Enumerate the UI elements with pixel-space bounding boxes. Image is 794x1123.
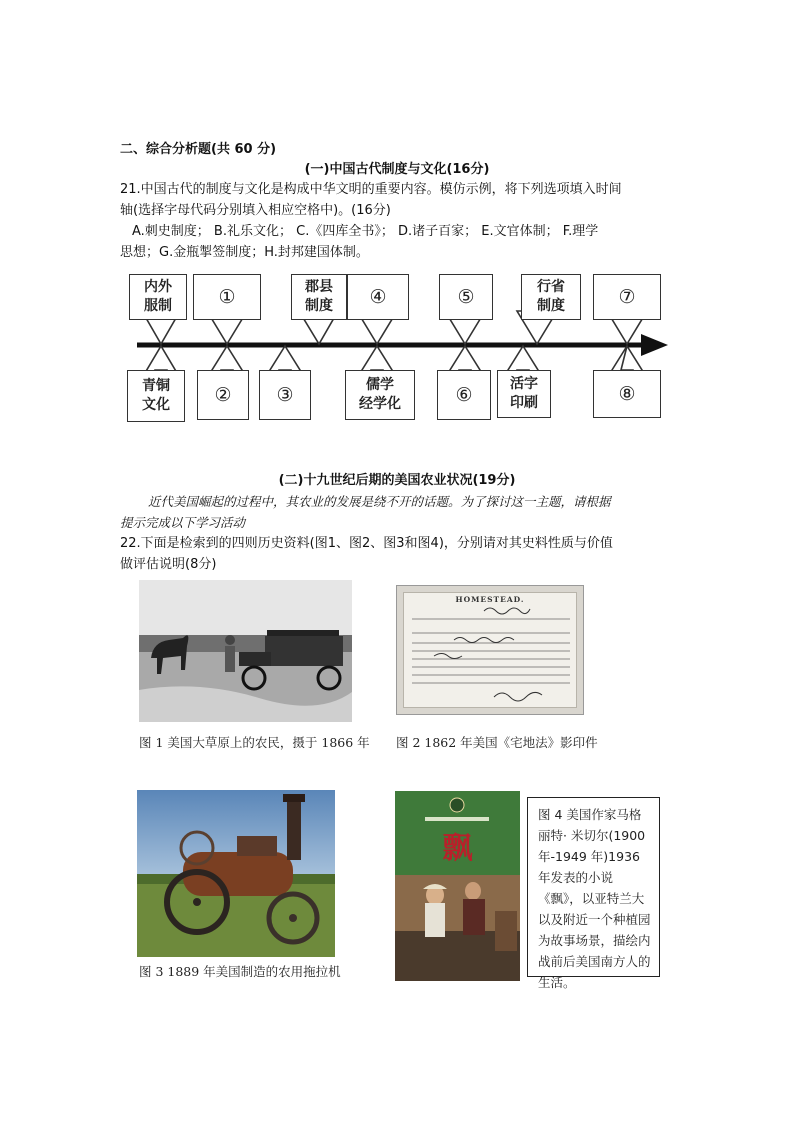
timeline-bottom-label-7: ⑧ <box>618 382 636 405</box>
timeline-bottom-label-3: ③ <box>276 383 294 406</box>
section-title: 二、综合分析题(共 60 分) <box>120 142 277 157</box>
timeline-bottom-box-7 <box>593 370 661 418</box>
figure4-book-cover <box>395 791 520 981</box>
timeline-top-box-3 <box>291 274 347 320</box>
timeline-top-label-5: ⑤ <box>457 285 475 308</box>
timeline-bottom-box-3 <box>259 370 311 420</box>
document-header: HOMESTEAD. <box>455 595 525 604</box>
intro-line1: 近代美国崛起的过程中，其农业的发展是绕不开的话题。为了探讨这一主题，请根据 <box>148 494 611 509</box>
document-handwriting <box>404 593 578 709</box>
timeline-bottom-label-2: ② <box>214 383 232 406</box>
book-title: 飘 <box>442 831 473 866</box>
timeline-bottom-box-2 <box>197 370 249 420</box>
figure2-homestead-document <box>396 585 584 715</box>
q22-text-line1: 22.下面是检索到的四则历史资料(图1、图2、图3和图4)，分别请对其史料性质与价值 <box>120 536 613 551</box>
part1-title: (一)中国古代制度与文化(16分) <box>304 162 490 177</box>
part2-title: (二)十九世纪后期的美国农业状况(19分) <box>278 473 516 488</box>
timeline-bottom-box-5 <box>437 370 491 420</box>
timeline-bottom-box-1 <box>127 370 185 422</box>
farmer-with-car-image <box>139 580 352 722</box>
timeline-top-label-4: ④ <box>369 285 387 308</box>
options-line1: A.刺史制度； B.礼乐文化； C.《四库全书》； D.诸子百家； E.文官体制； F.理学 <box>132 224 599 239</box>
book-cover-illustration <box>395 791 520 981</box>
timeline <box>123 270 670 425</box>
intro-line2: 提示完成以下学习活动 <box>120 515 246 530</box>
document-paper <box>403 592 577 708</box>
steam-tractor-image <box>137 790 335 957</box>
timeline-top-label-1: 内外 服制 <box>144 279 172 314</box>
figure3-caption: 图 3 1889 年美国制造的农用拖拉机 <box>139 964 341 979</box>
options-line2: 思想；G.金瓶掣签制度；H.封邦建国体制。 <box>120 245 369 260</box>
figure3-tractor-photo <box>137 790 335 957</box>
timeline-top-box-6 <box>521 274 581 320</box>
figure4-note: 图 4 美国作家马格丽特· 米切尔(1900 年-1949 年)1936 年发表的小说《飘》，以亚特兰大以及附近一个种植园为故事场景，描绘内战前后美国南方人的生活。 <box>527 797 660 977</box>
timeline-top-box-4 <box>347 274 409 320</box>
timeline-top-box-7 <box>593 274 661 320</box>
timeline-top-label-6: 行省 制度 <box>537 279 565 314</box>
q21-text-line1: 21.中国古代的制度与文化是构成中华文明的重要内容。模仿示例，将下列选项填入时间 <box>120 182 622 197</box>
timeline-bottom-box-6 <box>497 370 551 418</box>
timeline-bottom-box-4 <box>345 370 415 420</box>
figure2-caption: 图 2 1862 年美国《宅地法》影印件 <box>396 735 598 750</box>
figure1-farmer-photo <box>139 580 352 722</box>
figure1-caption: 图 1 美国大草原上的农民，摄于 1866 年 <box>139 735 370 750</box>
timeline-bottom-label-1: 青铜 文化 <box>142 378 170 413</box>
q22-text-line2: 做评估说明(8分) <box>120 557 217 572</box>
timeline-top-box-1 <box>129 274 187 320</box>
timeline-top-box-5 <box>439 274 493 320</box>
q21-text-line2: 轴(选择字母代码分别填入相应空格中)。(16分) <box>120 203 391 218</box>
timeline-top-box-2 <box>193 274 261 320</box>
timeline-bottom-label-5: ⑥ <box>455 383 473 406</box>
timeline-top-label-2: ① <box>218 285 236 308</box>
timeline-bottom-label-4: 儒学 经学化 <box>359 377 401 412</box>
timeline-top-label-7: ⑦ <box>618 285 636 308</box>
timeline-top-label-3: 郡县 制度 <box>305 279 333 314</box>
timeline-bottom-label-6: 活字 印刷 <box>510 376 538 411</box>
